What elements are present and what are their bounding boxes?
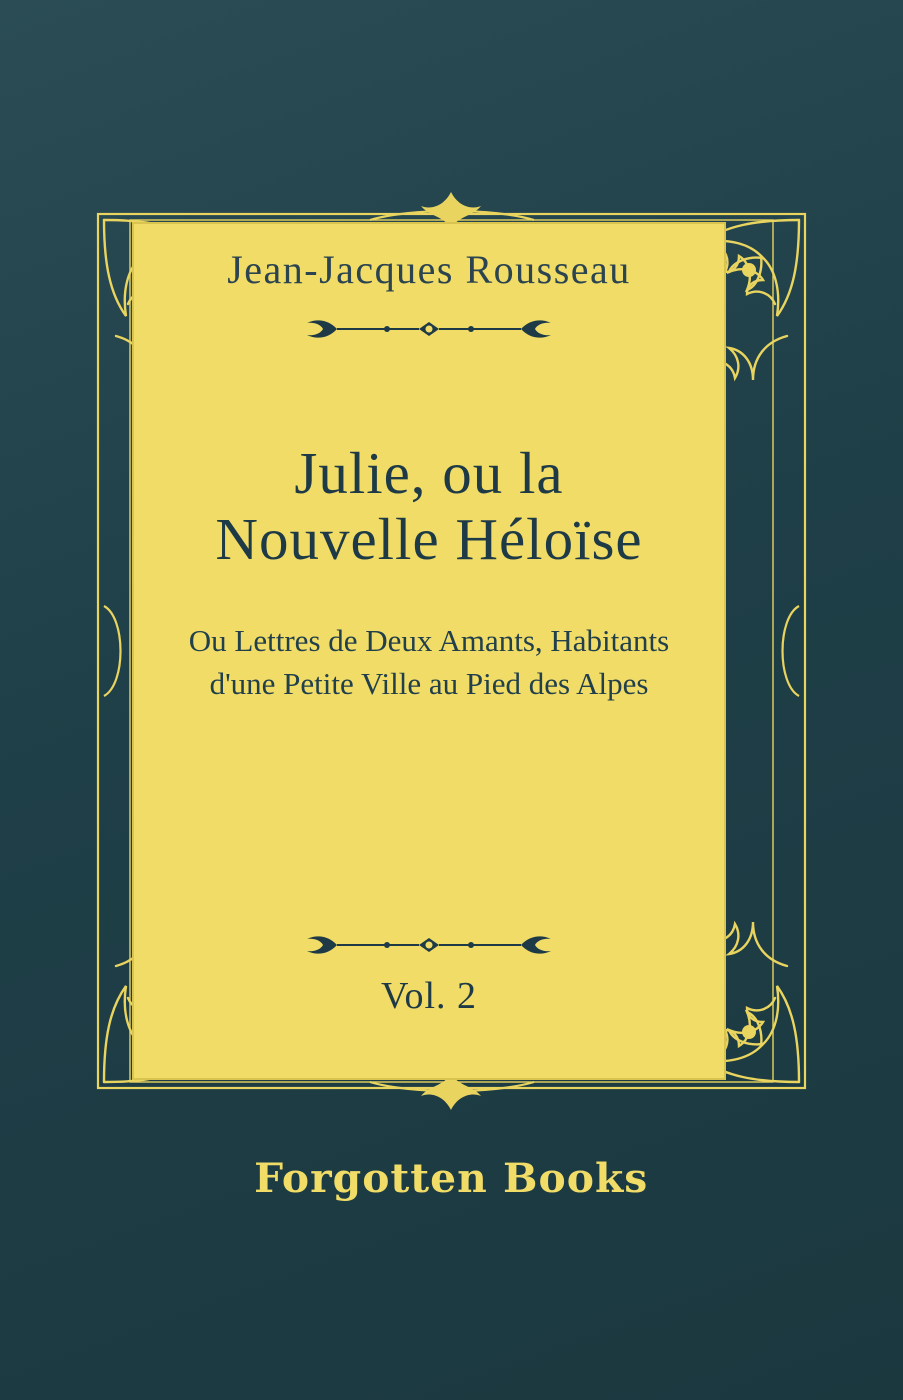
title-panel	[132, 222, 726, 1080]
subtitle-line-1: Ou Lettres de Deux Amants, Habitants	[188, 623, 670, 658]
publisher-label: Forgotten Books	[254, 1155, 649, 1202]
title-line-1: Julie, ou la	[294, 440, 564, 506]
book-title	[156, 440, 702, 572]
title-line-2: Nouvelle Héloïse	[215, 506, 643, 573]
publisher-name	[0, 1155, 903, 1202]
subtitle-line-2: d'une Petite Ville au Pied des Alpes	[209, 665, 649, 701]
volume-label: Vol. 2	[380, 975, 478, 1017]
book-subtitle	[142, 620, 716, 706]
ornamental-divider-top	[132, 316, 726, 342]
author-name: Jean-Jacques Rousseau	[227, 247, 631, 292]
ornamental-divider-bottom	[132, 932, 726, 958]
